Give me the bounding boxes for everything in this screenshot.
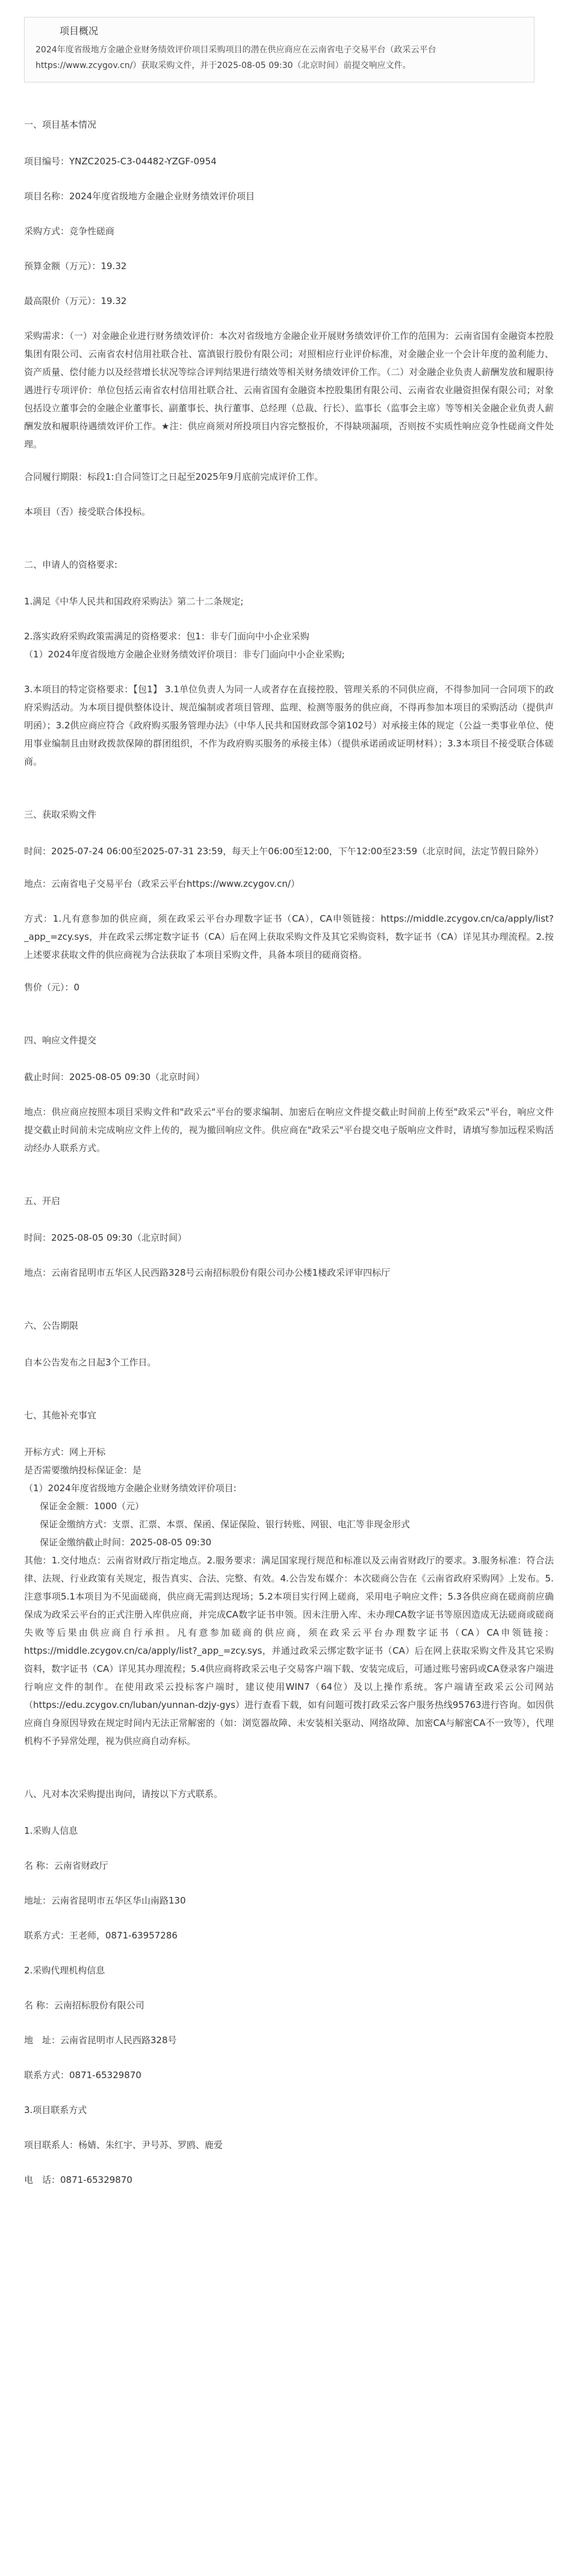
section-heading-response-submission: 四、响应文件提交 (24, 1035, 97, 1046)
project-code: 项目编号：YNZC2025-C3-04482-YZGF-0954 (24, 156, 217, 167)
other-matters-text: 其他：1.交付地点：云南省财政厅指定地点。2.服务要求：满足国家现行规范和标准以及云南省财政厅的要求。3.服务标准：符合法律、法规、行业政策有关规定，报告真实、合法、完整、有效。4.公告发布媒介：本次磋商公告在《云南省政府采购网》上发布。5.注意事项5.1本项目为不见面磋商，供应商无需到达现场；5.2本项目实行网上磋商，采用电子响应文件；5.3各供应商在磋商前应确保成为政采云平台的正式注册入库供应商，并完成CA数字证书申领。因未注册入库、未办理CA数字证书等原因造成无法磋商或磋商失败等后果由供应商自行承担。凡有意参加磋商的供应商，须在政采云平台办理数字证书（CA）CA申领链接：https://middle.zcygov.cn/ca/apply/list?_app_=zcy.sys，并通过政采云绑定数字证书（CA）后在网上获取采购文件及其它采购资料，数字证书（CA）详见其办理流程；5.4供应商将政采云电子交易客户端下载、安装完成后，可通过账号密码或CA登录客户端进行响应文件的制作。在使用政采云投标客户端时，建议使用WIN7（64位）及以上操作系统。客户端请至政采云公司网站（https://edu.zcygov.cn/luban/yunnan-dzjy-gys）进行查看下载，如有问题可拨打政采云客户服务热线95763进行咨询。如因供应商自身原因导致在规定时间内无法正常解密的（如：浏览器故障、未安装相关驱动、网络故障、加密CA与解密CA不一致等），代理机构不予异常处理，视为供应商自动弃标。 (24, 1555, 554, 1746)
section-contact (24, 1787, 554, 2189)
obtain-method: 方式：1.凡有意参加的供应商，须在政采云平台办理数字证书（CA），CA申领链接：https://middle.zcygov.cn/ca/apply/list?_app_=zcy.sys，并在政采云绑定数字证书（CA）后在网上获取采购文件及其它采购资料，数字证书（CA）详见其办理流程。2.按上述要求获取文件的供应商视为合法获取了本项目采购文件，具备本项目的磋商资格。 (24, 913, 554, 960)
max-price: 最高限价（万元）：19.32 (24, 296, 127, 306)
project-overview-box (24, 17, 534, 82)
section-heading-opening: 五、开启 (24, 1196, 61, 1206)
deposit-project: （1）2024年度省级地方金融企业财务绩效评价项目: (24, 1483, 237, 1494)
buyer-info-title: 1.采购人信息 (24, 1825, 78, 1836)
section-obtain-documents (24, 808, 554, 996)
deposit-payment-method: 保证金缴纳方式：支票、汇票、本票、保函、保证保险、银行转账、网银、电汇等非现金形式 (40, 1519, 410, 1530)
obtain-place: 地点：云南省电子交易平台（政采云平台https://www.zcygov.cn/） (24, 878, 300, 889)
agent-contact: 联系方式：0871-65329870 (24, 2070, 141, 2081)
procurement-demand: 采购需求：（一）对金融企业进行财务绩效评价：本次对省级地方金融企业开展财务绩效评价工作的范围为：云南省国有金融资本控股集团有限公司、云南省农村信用社联合社、富滇银行股份有限公司；对照相应行业评价标准，对金融企业一个会计年度的盈利能力、资产质量、偿付能力以及经营增长状况等综合评判结果进行绩效等相关财务绩效评价工作。（二）对金融企业负责人薪酬发放和履职待遇进行专项评价：单位包括云南省农村信用社联合社、云南省国有金融资本控股集团有限公司、云南省农业融资担保有限公司；对象包括设立董事会的金融企业董事长、副董事长、执行董事、总经理（总裁、行长）、监事长（监事会主席）等等相关金融企业负责人薪酬发放和履职待遇绩效评价工作。★注：供应商须对所投项目内容完整报价，不得缺项漏项，否则按不实质性响应竞争性磋商文件处理。 (24, 331, 554, 450)
qualification-req-2 (24, 627, 554, 663)
announcement-body (24, 90, 554, 2206)
obtain-time: 时间：2025-07-24 06:00至2025-07-31 23:59，每天上午06:00至12:00，下午12:00至23:59（北京时间，法定节假日除外） (24, 846, 544, 857)
project-contact-phone: 电 话：0871-65329870 (24, 2174, 132, 2185)
buyer-contact: 联系方式：王老师，0871-63957286 (24, 1930, 178, 1941)
deposit-info (24, 1443, 554, 1551)
qualification-req-3: 3.本项目的特定资格要求：【包1】 3.1单位负责人为同一人或者存在直接控股、管理关系的不同供应商，不得参加同一合同项下的政府采购活动。为本项目提供整体设计、规范编制或者项目管理、监理、检测等服务的供应商，不得再参加本项目的采购活动（提供声明函）；3.2供应商应符合《政府购买服务管理办法》（中华人民共和国财政部令第102号）对承接主体的规定（公益一类事业单位、使用事业编制且由财政拨款保障的群团组织，不作为政府购买服务的承接主体）（提供承诺函或证明材料）；3.3本项目不接受联合体磋商。 (24, 684, 554, 767)
project-contact-title: 3.项目联系方式 (24, 2105, 87, 2115)
submission-place: 地点：供应商应按照本项目采购文件和"政采云"平台的要求编制、加密后在响应文件提交截止时间前上传至"政采云"平台，响应文件提交截止时间前未完成响应文件上传的，视为撤回响应文件。供应商在"政采云"平台提交电子版响应文件时，请填写参加远程采购活动经办人联系方式。 (24, 1106, 554, 1153)
deposit-required: 是否需要缴纳投标保证金：是 (24, 1465, 142, 1476)
qualification-req-2a: 2.落实政府采购政策需满足的资格要求：包1：非专门面向中小企业采购 (24, 631, 309, 642)
overview-title: 项目概况 (60, 25, 99, 37)
section-heading-other-matters: 七、其他补充事宜 (24, 1410, 97, 1421)
section-qualification (24, 558, 554, 771)
qualification-req-2b: （1）2024年度省级地方金融企业财务绩效评价项目：非专门面向中小企业采购; (24, 649, 345, 660)
deposit-deadline: 保证金缴纳截止时间：2025-08-05 09:30 (40, 1537, 212, 1548)
section-heading-qualification: 二、申请人的资格要求: (24, 559, 118, 570)
buyer-name: 名 称：云南省财政厅 (24, 1860, 108, 1871)
agent-address: 地 址：云南省昆明市人民西路328号 (24, 2035, 177, 2046)
procurement-method: 采购方式：竞争性磋商 (24, 226, 115, 237)
section-heading-contact: 八、凡对本次采购提出询问，请按以下方式联系。 (24, 1789, 223, 1799)
agent-info-title: 2.采购代理机构信息 (24, 1965, 105, 1976)
opening-place: 地点：云南省昆明市五华区人民西路328号云南招标股份有限公司办公楼1楼政采评审四标厅 (24, 1267, 391, 1278)
deposit-amount: 保证金金额：1000（元） (40, 1501, 144, 1512)
agent-name: 名 称：云南招标股份有限公司 (24, 2000, 144, 2011)
section-heading-basic-info: 一、项目基本情况 (24, 119, 97, 130)
section-notice-period (24, 1319, 554, 1371)
opening-time: 时间：2025-08-05 09:30（北京时间） (24, 1232, 187, 1243)
document-price: 售价（元）：0 (24, 982, 80, 993)
section-heading-notice-period: 六、公告期限 (24, 1320, 79, 1331)
contract-period: 合同履行期限：标段1:自合同签订之日起至2025年9月底前完成评价工作。 (24, 471, 324, 482)
notice-period-text: 自本公告发布之日起3个工作日。 (24, 1357, 156, 1368)
opening-method: 开标方式：网上开标 (24, 1447, 106, 1457)
qualification-req-1: 1.满足《中华人民共和国政府采购法》第二十二条规定; (24, 596, 244, 607)
consortium-note: 本项目（否）接受联合体投标。 (24, 506, 151, 517)
submission-deadline: 截止时间：2025-08-05 09:30（北京时间） (24, 1072, 205, 1082)
buyer-address: 地址：云南省昆明市五华区华山南路130 (24, 1895, 186, 1906)
budget-amount: 预算金额（万元）：19.32 (24, 261, 127, 272)
project-name: 项目名称：2024年度省级地方金融企业财务绩效评价项目 (24, 191, 255, 202)
section-other-matters (24, 1409, 554, 1750)
section-basic-info (24, 118, 554, 521)
overview-text: 2024年度省级地方金融企业财务绩效评价项目采购项目的潜在供应商应在云南省电子交易平台（政采云平台https://www.zcygov.cn/）获取采购文件，并于2025-08-05 09:30（北京时间）前提交响应文件。 (36, 45, 436, 70)
section-opening (24, 1194, 554, 1282)
section-heading-obtain-documents: 三、获取采购文件 (24, 809, 97, 820)
section-response-submission (24, 1034, 554, 1157)
project-contact-people: 项目联系人：杨婧、朱红宇、尹号苏、罗鸥、鹿爱 (24, 2140, 223, 2150)
